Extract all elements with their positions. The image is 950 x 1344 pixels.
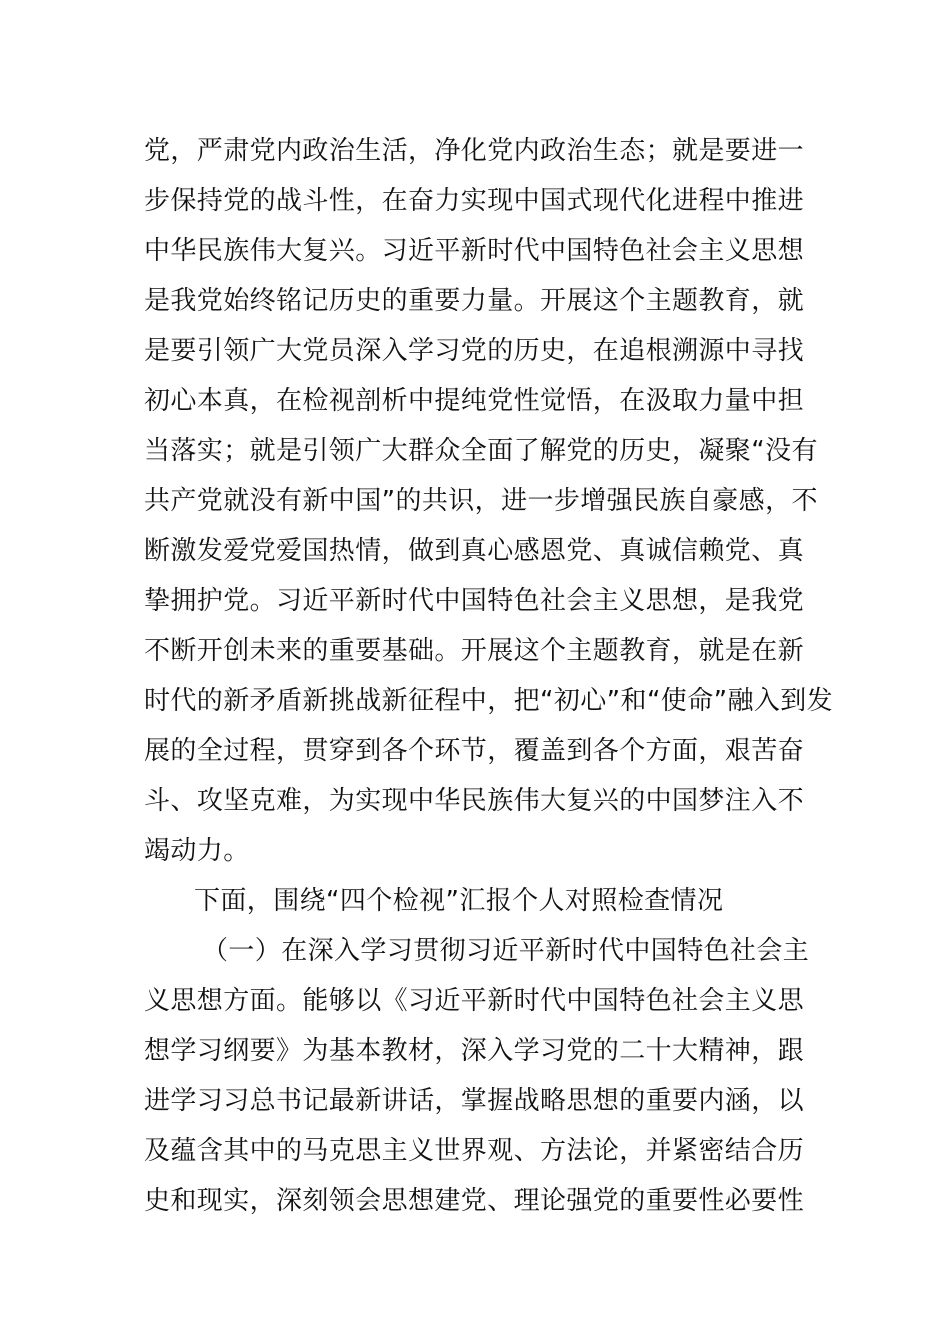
text-line: 断激发爱党爱国热情，做到真心感恩党、真诚信赖党、真 [144,536,805,566]
text-line: 不断开创未来的重要基础。开展这个主题教育，就是在新 [144,636,805,666]
text-line: 及蕴含其中的马克思主义世界观、方法论，并紧密结合历 [144,1136,805,1166]
text-line: 展的全过程，贯穿到各个环节，覆盖到各个方面，艰苦奋 [144,736,805,766]
text-line: 是我党始终铭记历史的重要力量。开展这个主题教育，就 [144,286,805,316]
text-line: 挚拥护党。习近平新时代中国特色社会主义思想，是我党 [144,586,805,616]
text-line: 共产党就没有新中国”的共识，进一步增强民族自豪感，不 [144,486,818,516]
text-line: 斗、攻坚克难，为实现中华民族伟大复兴的中国梦注入不 [144,786,805,816]
text-line: 史和现实，深刻领会思想建党、理论强党的重要性必要性 [144,1186,805,1216]
text-line: 是要引领广大党员深入学习党的历史，在追根溯源中寻找 [144,336,805,366]
text-line: 中华民族伟大复兴。习近平新时代中国特色社会主义思想 [144,236,805,266]
text-line: 初心本真，在检视剖析中提纯党性觉悟，在汲取力量中担 [144,386,805,416]
text-line: 当落实；就是引领广大群众全面了解党的历史，凝聚“没有 [144,436,818,466]
text-line: 义思想方面。能够以《习近平新时代中国特色社会主义思 [144,986,805,1016]
section-intro-line: 下面，围绕“四个检视”汇报个人对照检查情况 [194,886,724,916]
text-line: 步保持党的战斗性，在奋力实现中国式现代化进程中推进 [144,186,805,216]
text-line: 时代的新矛盾新挑战新征程中，把“初心”和“使命”融入到发 [144,686,834,716]
text-line: 党，严肃党内政治生活，净化党内政治生态；就是要进一 [144,136,805,166]
body-text [144,126,834,1226]
text-line: 想学习纲要》为基本教材，深入学习党的二十大精神，跟 [144,1036,805,1066]
text-line: 竭动力。 [144,836,250,866]
section-heading-line: （一）在深入学习贯彻习近平新时代中国特色社会主 [202,936,810,966]
text-line: 进学习习总书记最新讲话，掌握战略思想的重要内涵，以 [144,1086,805,1116]
